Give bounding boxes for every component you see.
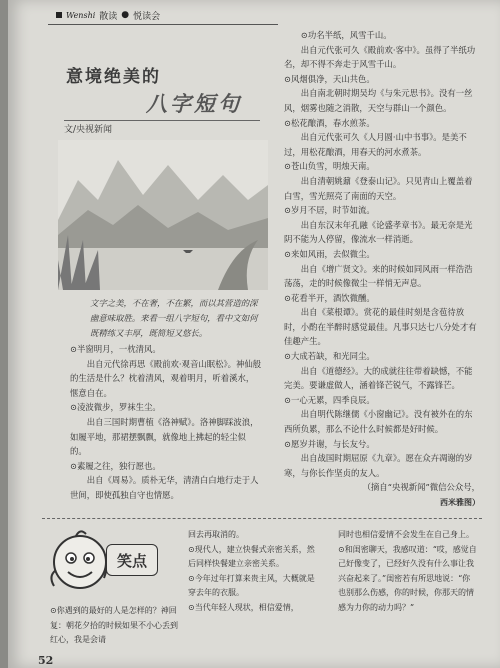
joke-badge: 笑点 xyxy=(106,544,158,576)
quote-line: ⊙松花酿酒，春水煎茶。 xyxy=(284,117,375,128)
article-title-line1: 意境绝美的 xyxy=(66,67,161,87)
article-right-column xyxy=(284,28,480,510)
title-rule xyxy=(64,120,260,121)
quote-line: ⊙凌波微步，罗袜生尘。 xyxy=(70,402,161,413)
quote-line: ⊙一心无累，四季良辰。 xyxy=(284,394,375,405)
header-bullet-icon: ● xyxy=(121,10,130,20)
quote-explanation: 出自南北朝时期吴均《与朱元思书》。没有一丝风，烟雾也随之消散，天空与群山一个颜色。 xyxy=(284,88,473,113)
quote-line: ⊙半窗明月，一枕清风。 xyxy=(70,344,161,354)
quote-explanation: 出自清朝姚鼐《登泰山记》。只见青山上覆盖着白雪，雪光照亮了南面的天空。 xyxy=(284,175,473,201)
joke-text: 回去再取消的。 xyxy=(188,530,244,539)
page-number: 52 xyxy=(38,654,54,667)
section-divider xyxy=(42,518,482,519)
quote-line: ⊙功名半纸，风雪千山。 xyxy=(300,30,392,40)
magazine-page xyxy=(8,0,500,668)
quote-line: ⊙愿岁并谢，与长友兮。 xyxy=(284,438,375,449)
article-signature: 西米雅图） xyxy=(440,497,480,507)
header-square-icon xyxy=(56,12,62,18)
joke-column-3 xyxy=(338,528,478,616)
joke-text: ⊙和闺密聊天，我感叹道：“哎，感觉自己好像变了，已经好久没有什么事让我兴奋起来了。”闺密若有所思地说：“你也别那么伤感，你的时候，你那天的情感为力你的动力吗？” xyxy=(338,544,477,612)
quote-explanation: 出自《菜根谭》。赏花的最佳时刻是含苞待放时，小酌在半醉时感觉最佳。凡事只达七八分处才有佳趣产生。 xyxy=(284,307,477,347)
quote-line: ⊙苍山负雪，明烛天南。 xyxy=(284,161,375,172)
landscape-illustration xyxy=(58,140,268,290)
quote-line: ⊙岁月不居，时节如流。 xyxy=(284,205,375,216)
quote-explanation: 出自《增广贤文》。来的时候如同风雨一样浩浩荡荡，走的时候像微尘一样悄无声息。 xyxy=(284,263,473,289)
article-intro: 文字之美，不在奢，不在繁，而以其营造的深幽意味取胜。来看一组八字短句，看中文如何既精练又丰厚，既简短又悠长。 xyxy=(90,298,258,338)
page-header xyxy=(56,8,160,22)
quote-line: ⊙来如风雨，去似微尘。 xyxy=(284,248,375,259)
quote-explanation: 出自《道德经》。大的成就往往带着缺憾，不能完美。要谦虚做人，涵着锋芒锐气，不露锋芒。 xyxy=(284,365,473,391)
quote-line: ⊙大成若缺，和光同尘。 xyxy=(284,351,375,362)
quote-line: ⊙花看半开，酒饮微醺。 xyxy=(284,292,375,303)
joke-column-2 xyxy=(188,528,318,616)
article-title-line2: 八字短句 xyxy=(146,91,242,116)
joke-text: ⊙当代年轻人现状，相信爱情， xyxy=(188,602,299,612)
quote-line: ⊙风烟俱净，天山共色。 xyxy=(284,73,375,84)
quote-explanation: 出自元代徐再思《殿前欢·观音山眠松》。神仙般的生活是什么？枕着清风，观着明月，听着溪水，惬意自在。 xyxy=(70,358,262,398)
quote-explanation: 出自三国时期曹植《洛神赋》。洛神脚踩波浪，如履平地，那裙摆飘飘，就像地上拂起的轻尘似的。 xyxy=(70,416,259,457)
joke-text: 同时也相信爱情不会发生在自己身上。 xyxy=(338,530,474,539)
joke-text: ⊙今年过年打算来贵主风，大概就是穿去年的衣服。 xyxy=(188,573,315,598)
article-byline: 文/央视新闻 xyxy=(64,125,113,135)
article-left-column xyxy=(70,342,262,503)
quote-explanation: 出自战国时期屈原《九章》。愿在众卉凋谢的岁寒，与你长作坚贞的友人。 xyxy=(284,453,473,478)
header-section: 散读 xyxy=(99,11,118,22)
quote-explanation: 出自明代陈继儒《小窗幽记》。没有被外在的东西所负累，那么不论什么时候都是好时候。 xyxy=(284,409,473,435)
joke-column-1 xyxy=(50,604,180,648)
quote-explanation: 出自《周易》。质朴无华，清清白白地行走于人世间，即使孤独自守也情愿。 xyxy=(70,475,259,500)
quote-line: ⊙素履之往，独行愿也。 xyxy=(70,460,161,471)
header-tag: 悦读会 xyxy=(133,11,161,22)
article-source: （摘自“央视新闻”微信公众号， xyxy=(362,482,480,493)
joke-text: ⊙现代人，建立快餐式亲密关系，然后同样快餐建立亲密关系。 xyxy=(188,544,315,569)
quote-explanation: 出自元代张可久《人月圆·山中书事》。是美不过，用松花酿酒，用春天的河水煮茶。 xyxy=(284,132,467,157)
header-rule xyxy=(48,24,278,25)
quote-explanation: 出自东汉末年孔融《论盛孝章书》。最无奈是光阴不能为人停留，像流水一样消逝。 xyxy=(284,219,473,245)
joke-text: ⊙你遇到的最好的人是怎样的？神回复：朝花夕拾的时候如果不小心丢到红心，我是会请 xyxy=(50,606,178,645)
header-logo: Wenshi xyxy=(66,10,96,20)
quote-explanation: 出自元代张可久《殿前欢·客中》。虽得了半纸功名，却不得不奔走于风雪千山。 xyxy=(284,44,476,70)
